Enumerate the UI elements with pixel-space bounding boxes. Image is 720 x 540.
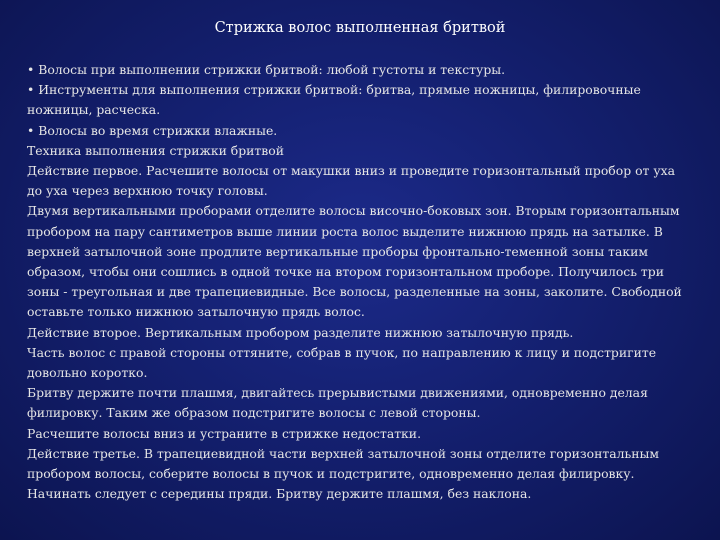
step-three-text: Действие третье. В трапециевидной части верхней затылочной зоны отделите горизонтальным пробором волосы, соберите волосы в пучок и подстригите, одновременно делая филировку. Начинать следует с середины пряди. Бритву держите плашмя, без наклона. [27,445,659,502]
razor-technique-text: Бритву держите почти плашмя, двигайтесь прерывистыми движениями, одновременно делая филировку. Таким же образом подстригите волосы с левой стороны. [27,385,648,421]
fix-defects-text: Расчешите волосы вниз и устраните в стрижке недостатки. [27,425,422,441]
bullet-wet-hair: • Волосы во время стрижки влажные. [27,122,278,138]
technique-heading: Техника выполнения стрижки бритвой [27,142,284,158]
slide-body [27,60,692,504]
right-side-text: Часть волос с правой стороны оттяните, собрав в пучок, по направлению к лицу и подстригите довольно коротко. [27,344,657,381]
bullet-tools: • Инструменты для выполнения стрижки бритвой: бритва, прямые ножницы, филировочные ножницы, расческа. [27,82,641,118]
step-one-text: Действие первое. Расчешите волосы от макушки вниз и проведите горизонтальный пробор от уха до уха через верхнюю точку головы. [27,163,676,199]
slide-title: Стрижка волос выполненная бритвой [214,20,506,36]
bullet-hair-type: • Волосы при выполнении стрижки бритвой: любой густоты и текстуры. [27,62,506,77]
zones-text: Двумя вертикальными проборами отделите волосы височно-боковых зон. Вторым горизонтальным пробором на пару сантиметров выше линии роста волос выделите нижнюю прядь на затылке. В верхней затылочной зоне продлите вертикальные проборы фронтально-теменной зоны таким образом, чтобы они сошлись в одной точке на втором горизонтальном проборе. Получилось три зоны - треугольная и две трапециевидные. Все волосы, разделенные на зоны, заколите. Свободной оставьте только нижнюю затылочную прядь волос. [27,203,682,320]
step-two-text: Действие второе. Вертикальным пробором разделите нижнюю затылочную прядь. [27,324,574,340]
